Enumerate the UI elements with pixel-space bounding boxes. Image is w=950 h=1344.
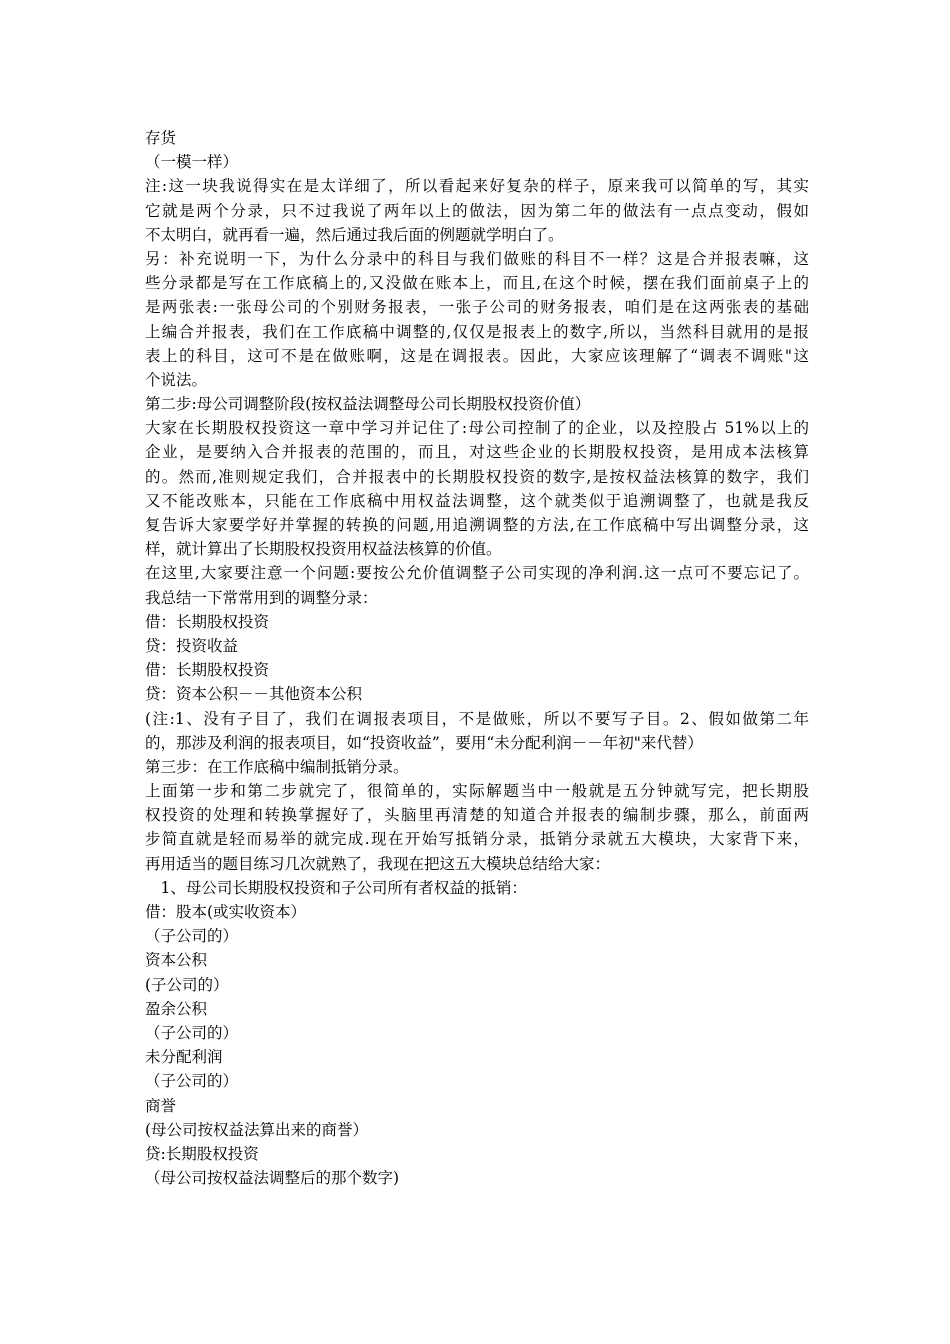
text-line: 借：长期股权投资	[145, 612, 270, 631]
text-line: 存货	[145, 129, 177, 147]
text-line: （一模一样）	[145, 153, 239, 172]
text-line: 上面第一步和第二步就完了，很简单的，实际解题当中一般就是五分钟就写完，把长期股	[145, 782, 809, 801]
text-line: （子公司的）	[145, 927, 239, 946]
text-line: （子公司的）	[145, 1023, 239, 1042]
text-line: 再用适当的题目练习几次就熟了，我现在把这五大模块总结给大家：	[145, 854, 611, 873]
text-line: 不太明白，就再看一遍，然后通过我后面的例题就学明白了。	[145, 225, 564, 244]
text-line: 又不能改账本，只能在工作底稿中用权益法调整，这个就类似于追溯调整了，也就是我反	[145, 491, 809, 510]
text-line: 第三步：在工作底稿中编制抵销分录。	[145, 757, 409, 776]
text-line: 贷：投资收益	[145, 636, 239, 655]
text-line: 企业，是要纳入合并报表的范围的，而且，对这些企业的长期股权投资，是用成本法核算	[145, 443, 809, 462]
text-line: 借：股本(或实收资本）	[145, 903, 307, 921]
text-line: 些分录都是写在工作底稿上的,又没做在账本上，而且,在这个时候，摆在我们面前桌子上的	[145, 274, 809, 293]
text-line: 复告诉大家要学好并掌握的转换的问题,用追溯调整的方法,在工作底稿中写出调整分录，这	[145, 516, 809, 534]
text-line: 商誉	[145, 1096, 177, 1115]
text-line: 大家在长期股权投资这一章中学习并记住了:母公司控制了的企业，以及控股占 51%以上的	[145, 419, 809, 438]
text-line: 贷:长期股权投资	[145, 1144, 259, 1163]
text-line: 我总结一下常常用到的调整分录：	[145, 588, 378, 607]
text-line: 第二步:母公司调整阶段(按权益法调整母公司长期股权投资价值）	[145, 395, 591, 414]
text-line: 贷：资本公积－－其他资本公积	[145, 685, 363, 704]
text-line: 盈余公积	[145, 999, 208, 1018]
text-line: 注:这一块我说得实在是太详细了，所以看起来好复杂的样子，原来我可以简单的写，其实	[145, 177, 809, 196]
text-line: 步简直就是轻而易举的就完成.现在开始写抵销分录，抵销分录就五大模块，大家背下来，	[145, 830, 809, 849]
text-line: 在这里,大家要注意一个问题:要按公允价值调整子公司实现的净利润.这一点可不要忘记了。	[145, 564, 809, 583]
text-line: (子公司的）	[145, 975, 229, 994]
text-line: (母公司按权益法算出来的商誉）	[145, 1120, 369, 1139]
text-line: (注:1、没有子目了，我们在调报表项目，不是做账，所以不要写子目。2、假如做第二年	[145, 709, 809, 728]
text-line: 未分配利润	[145, 1048, 223, 1067]
text-line: 表上的科目，这可不是在做账啊，这是在调报表。因此，大家应该理解了“调表不调账"这	[145, 346, 809, 365]
text-line: 的，那涉及利润的报表项目，如“投资收益”，要用“未分配利润－－年初"来代替）	[145, 733, 703, 752]
text-line: 样，就计算出了长期股权投资用权益法核算的价值。	[145, 540, 502, 559]
text-line: 的。然而,准则规定我们，合并报表中的长期股权投资的数字,是按权益法核算的数字，我们	[145, 467, 809, 486]
text-line: （母公司按权益法调整后的那个数字)	[145, 1169, 400, 1188]
text-line: 1、母公司长期股权投资和子公司所有者权益的抵销：	[145, 878, 527, 897]
text-line: 资本公积	[145, 951, 208, 970]
text-line: 权投资的处理和转换掌握好了，头脑里再清楚的知道合并报表的编制步骤，那么，前面两	[145, 806, 809, 825]
text-line: 个说法。	[145, 370, 208, 389]
text-line: 另：补充说明一下，为什么分录中的科目与我们做账的科目不一样？这是合并报表嘛，这	[145, 249, 809, 268]
text-line: 上编合并报表，我们在工作底稿中调整的,仅仅是报表上的数字,所以，当然科目就用的是报	[145, 322, 809, 341]
text-line: 借：长期股权投资	[145, 661, 270, 680]
document-body	[145, 126, 809, 1190]
text-line: （子公司的）	[145, 1072, 239, 1091]
text-line: 是两张表:一张母公司的个别财务报表，一张子公司的财务报表，咱们是在这两张表的基础	[145, 298, 809, 317]
text-line: 它就是两个分录，只不过我说了两年以上的做法，因为第二年的做法有一点点变动，假如	[145, 201, 809, 220]
